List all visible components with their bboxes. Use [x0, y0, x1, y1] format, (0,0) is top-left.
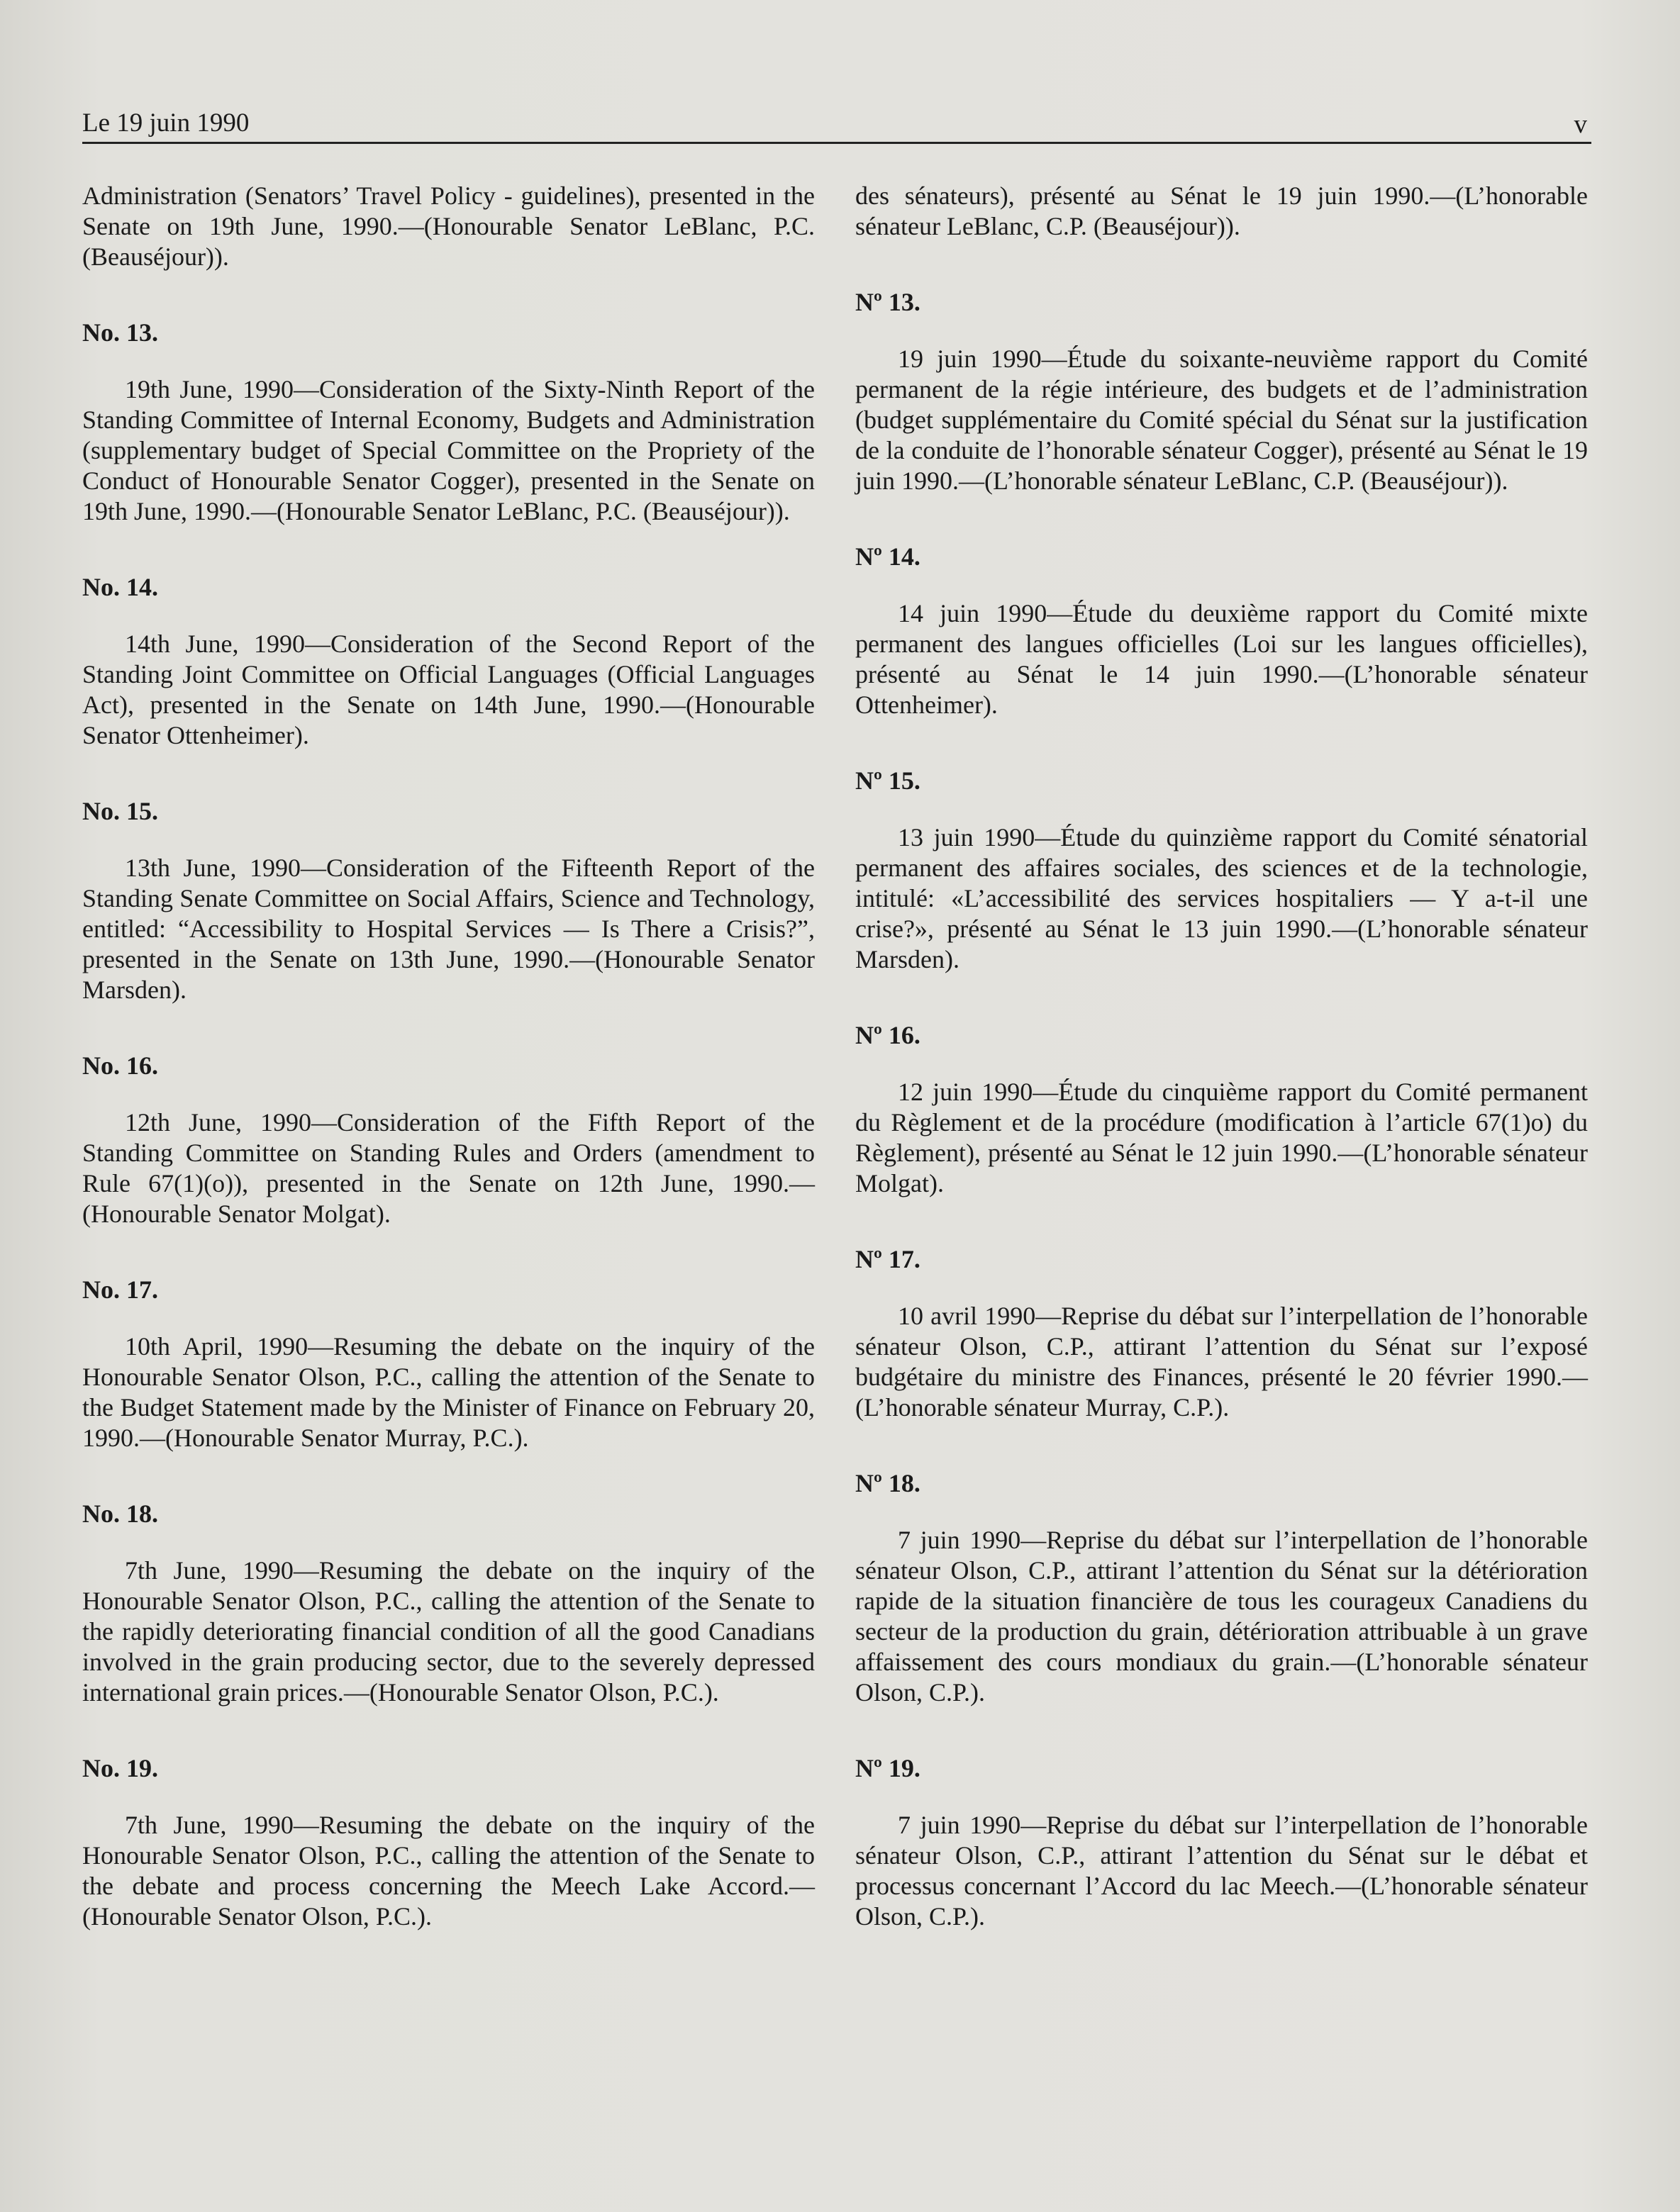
entry-text: 19th June, 1990—Consideration of the Sixty-Ninth Report of the Standing Committee of Internal Economy, Budgets and Administration (supplementary budget of Special Committee on the Propriety of the Conduct of Honourable Senator Cogger), presented in the Senate on 19th June, 1990.—(Honourable Senator LeBlanc, P.C. (Beauséjour)). [82, 375, 815, 525]
entry-number: No. 14. [82, 573, 158, 601]
continued-paragraph: Administration (Senators’ Travel Policy - guidelines), presented in the Senate on 19th June, 1990.—(Honourable Senator LeBlanc, P.C. (Beauséjour)). [82, 181, 815, 271]
order-entry [82, 572, 815, 751]
entry-number: No. 18. [82, 1499, 158, 1528]
entry-number: No. 16. [82, 1051, 158, 1080]
entry-number: Nº 16. [855, 1021, 920, 1049]
page-number: v [1574, 110, 1587, 139]
entry-text: 14th June, 1990—Consideration of the Second Report of the Standing Joint Committee on Official Languages (Official Languages Act), presented in the Senate on 14th June, 1990.—(Honourable Senator Ottenheimer). [82, 630, 815, 749]
order-entry [855, 1244, 1588, 1423]
entry-text: 7th June, 1990—Resuming the debate on the inquiry of the Honourable Senator Olson, P.C., calling the attention of the Senate to the debate and process concerning the Meech Lake Accord.—(Honourable Senator Olson, P.C.). [82, 1811, 815, 1931]
entry-number: Nº 13. [855, 288, 920, 316]
entry-number: No. 19. [82, 1754, 158, 1782]
order-entry [82, 1753, 815, 1932]
entry-text: 19 juin 1990—Étude du soixante-neuvième rapport du Comité permanent de la régie intérieure, des budgets et de l’administration (budget supplémentaire du Comité spécial du Sénat sur la justification de la conduite de l’honorable sénateur Cogger), présenté au Sénat le 19 juin 1990.—(L’honorable sénateur LeBlanc, C.P. (Beauséjour)). [855, 345, 1588, 495]
order-entry [855, 1753, 1588, 1932]
entry-text: 7th June, 1990—Resuming the debate on the inquiry of the Honourable Senator Olson, P.C., calling the attention of the Senate to the rapidly deteriorating financial condition of all the good Canadians involved in the grain producing sector, due to the severely depressed international grain prices.—(Honourable Senator Olson, P.C.). [82, 1556, 815, 1707]
entry-number: No. 17. [82, 1275, 158, 1304]
entry-text: 7 juin 1990—Reprise du débat sur l’interpellation de l’honorable sénateur Olson, C.P., attirant l’attention du Sénat sur le débat et processus concernant l’Accord du lac Meech.—(L’honorable sénateur Olson, C.P.). [855, 1811, 1588, 1931]
order-entry [82, 796, 815, 1005]
right-column-french [855, 181, 1588, 1932]
entry-text: 10 avril 1990—Reprise du débat sur l’interpellation de l’honorable sénateur Olson, C.P., attirant l’attention du Sénat sur l’exposé budgétaire du ministre des Finances, présenté le 20 février 1990.—(L’honorable sénateur Murray, C.P.). [855, 1302, 1588, 1421]
page-header [82, 106, 1591, 144]
entry-text: 14 juin 1990—Étude du deuxième rapport du Comité mixte permanent des langues officielles (Loi sur les langues officielles), présenté au Sénat le 14 juin 1990.—(L’honorable sénateur Ottenheimer). [855, 599, 1588, 719]
entry-number: Nº 14. [855, 542, 920, 571]
order-entry [855, 1468, 1588, 1708]
entry-number: Nº 18. [855, 1469, 920, 1497]
order-entry [855, 542, 1588, 720]
entry-text: 12 juin 1990—Étude du cinquième rapport du Comité permanent du Règlement et de la procédure (modification à l’article 67(1)o) du Règlement), présenté au Sénat le 12 juin 1990.—(L’honorable sénateur Molgat). [855, 1078, 1588, 1197]
order-entry [855, 1020, 1588, 1199]
order-entry [82, 1499, 815, 1708]
entry-number: Nº 17. [855, 1245, 920, 1273]
header-date: Le 19 juin 1990 [82, 108, 250, 138]
entry-number: No. 15. [82, 797, 158, 825]
entry-number: Nº 19. [855, 1754, 920, 1782]
order-entry [82, 1275, 815, 1453]
entry-number: Nº 15. [855, 766, 920, 795]
entry-text: 13 juin 1990—Étude du quinzième rapport du Comité sénatorial permanent des affaires sociales, des sciences et de la technologie, intitulé: «L’accessibilité des services hospitaliers — Y a-t-il une crise?», présenté au Sénat le 13 juin 1990.—(L’honorable sénateur Marsden). [855, 823, 1588, 973]
entry-number: No. 13. [82, 318, 158, 347]
order-entry [82, 1051, 815, 1229]
order-entry [855, 766, 1588, 975]
entry-text: 10th April, 1990—Resuming the debate on the inquiry of the Honourable Senator Olson, P.C., calling the attention of the Senate to the Budget Statement made by the Minister of Finance on February 20, 1990.—(Honourable Senator Murray, P.C.). [82, 1332, 815, 1452]
entry-text: 12th June, 1990—Consideration of the Fifth Report of the Standing Committee on Standing Rules and Orders (amendment to Rule 67(1)(o)), presented in the Senate on 12th June, 1990.—(Honourable Senator Molgat). [82, 1108, 815, 1228]
left-column-english [82, 181, 815, 1932]
order-entry [855, 287, 1588, 496]
entry-text: 13th June, 1990—Consideration of the Fifteenth Report of the Standing Senate Committee on Social Affairs, Science and Technology, entitled: “Accessibility to Hospital Services — Is There a Crisis?”, presented in the Senate on 13th June, 1990.—(Honourable Senator Marsden). [82, 854, 815, 1004]
entry-text: 7 juin 1990—Reprise du débat sur l’interpellation de l’honorable sénateur Olson, C.P., attirant l’attention du Sénat sur la détérioration rapide de la situation financière de tous les courageux Canadiens du secteur de la production du grain, détérioration attribuable à un grave affaissement des cours mondiaux du grain.—(L’honorable sénateur Olson, C.P.). [855, 1526, 1588, 1707]
order-entry [82, 318, 815, 527]
continued-paragraph: des sénateurs), présenté au Sénat le 19 juin 1990.—(L’honorable sénateur LeBlanc, C.P. (Beauséjour)). [855, 181, 1588, 240]
